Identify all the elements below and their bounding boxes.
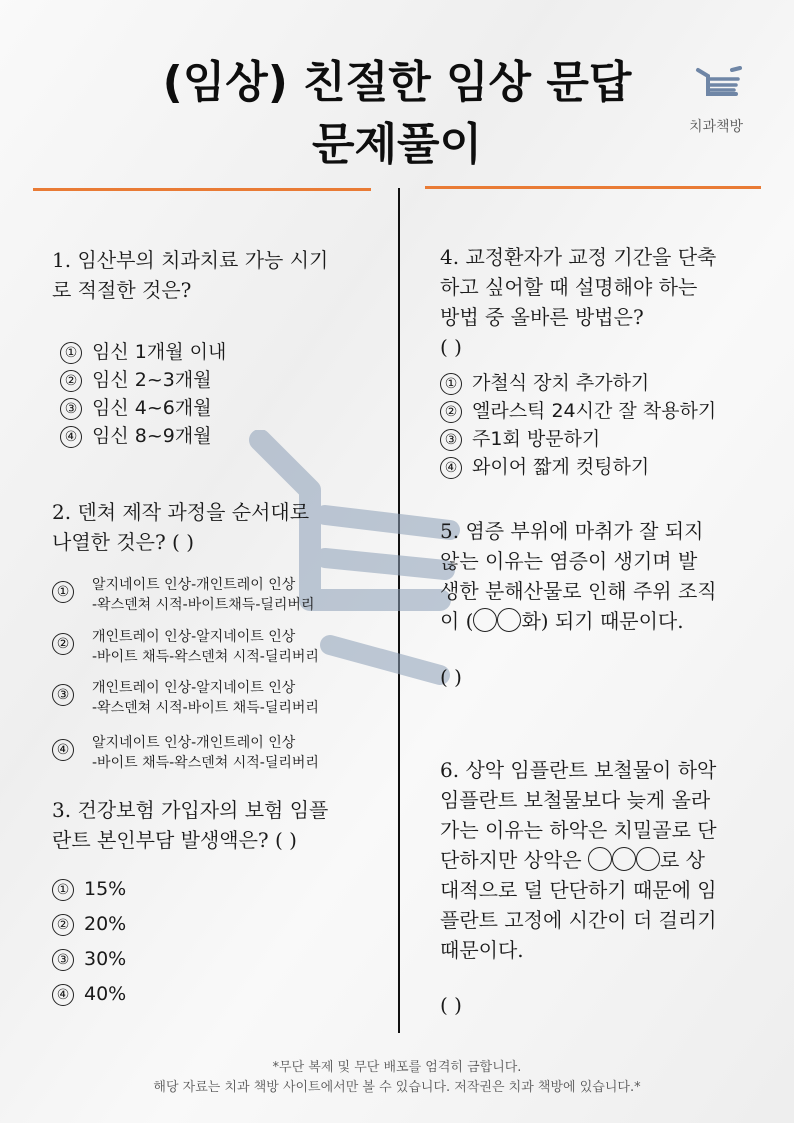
q3-option[interactable]: ③ 30%: [52, 942, 126, 977]
page-subtitle: 문제풀이: [311, 119, 482, 170]
q5-answer-blank[interactable]: ( ): [440, 665, 462, 689]
footer-notice-1: *무단 복제 및 무단 배포를 엄격히 금합니다.: [272, 1060, 522, 1075]
question-2: 2. 덴쳐 제작 과정을 순서대로 나열한 것은? ( ): [52, 500, 310, 554]
footer-notice-2: 해당 자료는 치과 책방 사이트에서만 볼 수 있습니다. 저작권은 치과 책방에 있습니다.*: [153, 1080, 641, 1095]
question-1: 1. 임산부의 치과치료 가능 시기 로 적절한 것은?: [52, 248, 329, 302]
q2-option[interactable]: ③ 개인트레이 인상-알지네이트 인상 -왁스덴쳐 시적-바이트 채득-딜리버리: [52, 678, 319, 718]
q2-option[interactable]: ② 개인트레이 인상-알지네이트 인상 -바이트 채득-왁스덴쳐 시적-딜리버리: [52, 627, 319, 667]
blank-circle: [636, 847, 660, 871]
q4-option[interactable]: ② 엘라스틱 24시간 잘 착용하기: [440, 397, 716, 425]
q3-option[interactable]: ④ 40%: [52, 977, 126, 1012]
q1-option[interactable]: ② 임신 2~3개월: [60, 366, 226, 394]
blank-circle: [497, 608, 521, 632]
q4-option[interactable]: ① 가철식 장치 추가하기: [440, 369, 716, 397]
page-title: (임상) 친절한 임상 문답: [162, 57, 632, 108]
shopping-cart-icon: [686, 64, 746, 112]
blank-circle: [473, 608, 497, 632]
question-5: 5. 염증 부위에 마취가 잘 되지 않는 이유는 염증이 생기며 발 생한 분해산물로 인해 주위 조직 이 ( 화) 되기 때문이다.: [440, 519, 717, 633]
question-4: 4. 교정환자가 교정 기간을 단축 하고 싶어할 때 설명해야 하는 방법 중 올바른 방법은? ( ): [440, 245, 717, 359]
q1-option[interactable]: ③ 임신 4~6개월: [60, 394, 226, 422]
header-rule-right: [425, 186, 761, 189]
question-6: 6. 상악 임플란트 보철물이 하악 임플란트 보철물보다 늦게 올라 가는 이유는 하악은 치밀골로 단 단하지만 상악은 로 상 대적으로 덜 단단하기 때문에 임 플란트 고정에 시간이 더 걸리기 때문이다.: [440, 758, 717, 962]
q1-option[interactable]: ④ 임신 8~9개월: [60, 422, 226, 450]
blank-circle: [588, 847, 612, 871]
logo-text: 치과책방: [688, 119, 744, 135]
q6-answer-blank[interactable]: ( ): [440, 993, 462, 1017]
header-rule-left: [33, 188, 371, 191]
q3-option[interactable]: ① 15%: [52, 872, 126, 907]
q2-option[interactable]: ① 알지네이트 인상-개인트레이 인상 -왁스덴쳐 시적-바이트채득-딜리버리: [52, 575, 314, 615]
q4-options: [440, 369, 716, 481]
q2-option[interactable]: ④ 알지네이트 인상-개인트레이 인상 -바이트 채득-왁스덴쳐 시적-딜리버리: [52, 733, 319, 773]
q3-option[interactable]: ② 20%: [52, 907, 126, 942]
question-3: 3. 건강보험 가입자의 보험 임플 란트 본인부담 발생액은? ( ): [52, 798, 329, 852]
logo: [676, 64, 756, 144]
q1-options: [60, 338, 226, 450]
q3-options: [52, 872, 126, 1012]
blank-circle: [612, 847, 636, 871]
q4-option[interactable]: ④ 와이어 짧게 컷팅하기: [440, 453, 716, 481]
q4-option[interactable]: ③ 주1회 방문하기: [440, 425, 716, 453]
q1-option[interactable]: ① 임신 1개월 이내: [60, 338, 226, 366]
